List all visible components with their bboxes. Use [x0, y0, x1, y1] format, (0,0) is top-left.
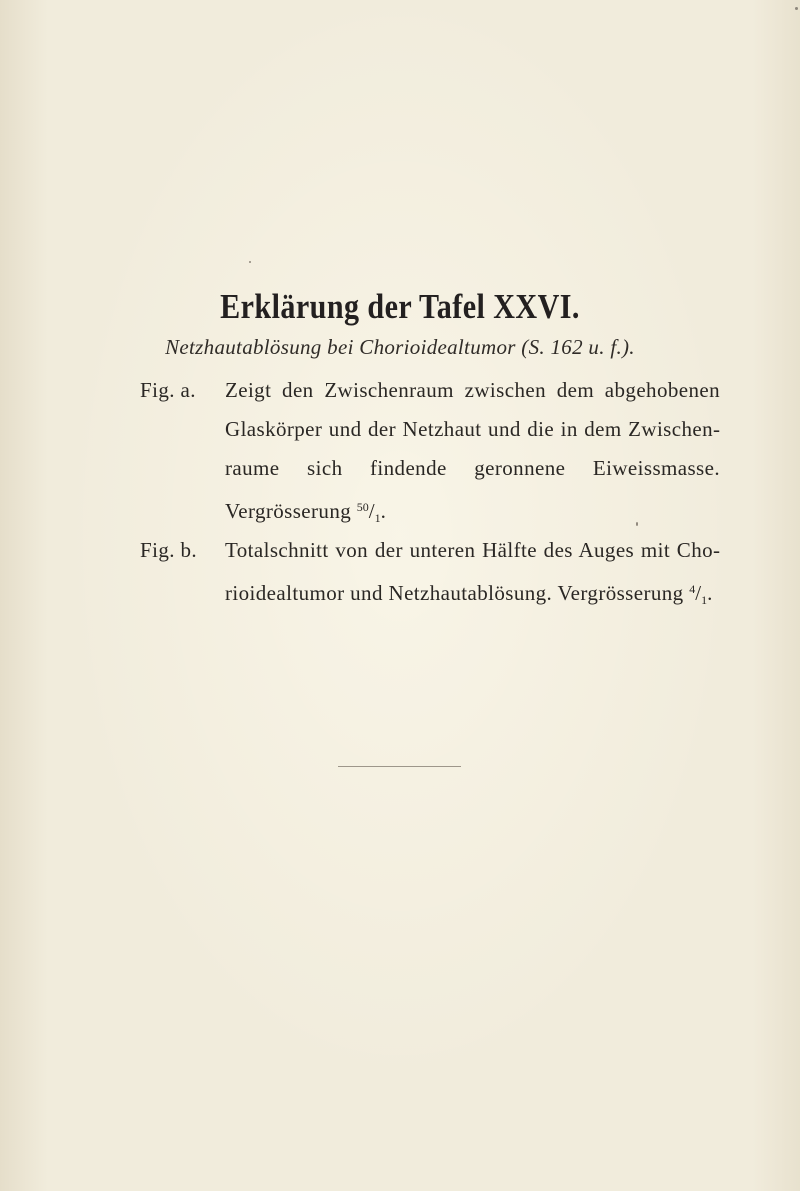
plate-subtitle: Netzhautablösung bei Chorioidealtumor (S. 162 u. f.).	[165, 335, 635, 359]
closing-rule	[338, 766, 461, 767]
figure-a-end-period: .	[380, 499, 387, 523]
paper-speck	[249, 261, 251, 263]
figure-a-entry	[140, 371, 720, 538]
figure-b-magnification-slash: /	[695, 581, 702, 605]
figure-b-magnification-numerator: 4	[689, 582, 696, 596]
figure-a-text: Zeigt den Zwischenraum zwischen dem abgehobenen Glaskörper und der Netzhaut und die in dem Zwischenraume sich findende geronnene Eiweissmasse. Vergrösserung	[225, 378, 720, 523]
paper-speck	[636, 522, 638, 526]
paper-speck	[795, 7, 798, 10]
figure-a-description	[225, 371, 720, 538]
figure-b-end-period: .	[707, 581, 713, 605]
plate-title: Erklärung der Tafel XXVI.	[220, 287, 580, 326]
figure-b-entry	[140, 531, 720, 620]
figure-b-description	[225, 531, 720, 620]
figure-b-label: Fig. b.	[140, 538, 198, 562]
figure-a-magnification-numerator: 50	[356, 500, 369, 514]
figure-b-text: Totalschnitt von der unteren Hälfte des Auges mit Chorioidealtumor und Netzhautablösung. Vergrösserung	[225, 538, 720, 605]
figure-b-magnification-denominator: 1	[701, 593, 708, 607]
figure-a-magnification-slash: /	[368, 499, 375, 523]
figure-a-magnification-denominator: 1	[374, 511, 381, 525]
figure-a-label: Fig. a.	[140, 378, 196, 402]
